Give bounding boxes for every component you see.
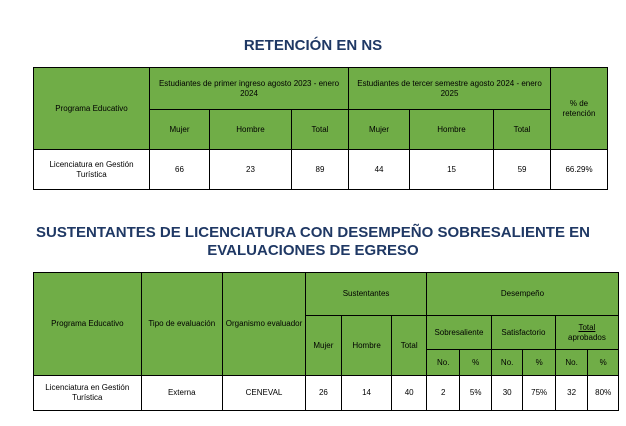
retention-title: RETENCIÓN EN NS bbox=[243, 37, 383, 54]
sub-header: Mujer bbox=[150, 110, 210, 150]
value-cell: 30 bbox=[491, 376, 522, 411]
total-label: Total bbox=[578, 322, 596, 332]
desempeno-header: Desempeño bbox=[426, 273, 618, 316]
retention-cell: 66.29% bbox=[551, 150, 608, 190]
no-header: No. bbox=[491, 350, 522, 376]
sub-header: Total bbox=[392, 316, 427, 376]
sub-header: Total bbox=[494, 110, 551, 150]
program-cell: Licenciatura en Gestión Turística bbox=[34, 150, 150, 190]
aprobados-label: aprobados bbox=[568, 332, 606, 342]
value-cell: 80% bbox=[588, 376, 619, 411]
no-header: No. bbox=[555, 350, 587, 376]
evaluation-type-header: Tipo de evaluación bbox=[141, 273, 222, 376]
no-header: No. bbox=[426, 350, 460, 376]
retention-pct-header: % de retención bbox=[551, 68, 608, 150]
value-cell: 5% bbox=[460, 376, 491, 411]
total-aprobados-header bbox=[555, 316, 618, 350]
first-ingress-header: Estudiantes de primer ingreso agosto 2023 - enero 2024 bbox=[150, 68, 349, 110]
program-cell: Licenciatura en Gestión Turística bbox=[34, 376, 142, 411]
program-header: Programa Educativo bbox=[34, 273, 142, 376]
value-cell: 44 bbox=[349, 150, 410, 190]
sub-header: Total bbox=[292, 110, 349, 150]
table-row bbox=[34, 376, 619, 411]
value-cell: 32 bbox=[555, 376, 587, 411]
satisfactorio-header: Satisfactorio bbox=[491, 316, 555, 350]
table-row bbox=[34, 150, 608, 190]
value-cell: 40 bbox=[392, 376, 427, 411]
third-semester-header: Estudiantes de tercer semestre agosto 2024 - enero 2025 bbox=[349, 68, 551, 110]
value-cell: 66 bbox=[150, 150, 210, 190]
outstanding-title-line2: EVALUACIONES DE EGRESO bbox=[207, 242, 419, 259]
value-cell: 2 bbox=[426, 376, 460, 411]
program-header: Programa Educativo bbox=[34, 68, 150, 150]
pct-header: % bbox=[460, 350, 491, 376]
sub-header: Hombre bbox=[410, 110, 494, 150]
value-cell: 26 bbox=[306, 376, 342, 411]
value-cell: 75% bbox=[523, 376, 555, 411]
org-cell: CENEVAL bbox=[222, 376, 305, 411]
sub-header: Mujer bbox=[349, 110, 410, 150]
sub-header: Mujer bbox=[306, 316, 342, 376]
pct-header: % bbox=[588, 350, 619, 376]
type-cell: Externa bbox=[141, 376, 222, 411]
value-cell: 14 bbox=[341, 376, 392, 411]
evaluator-header: Organismo evaluador bbox=[222, 273, 305, 376]
sub-header: Hombre bbox=[341, 316, 392, 376]
outstanding-title-line1: SUSTENTANTES DE LICENCIATURA CON DESEMPEÑO SOBRESALIENTE EN bbox=[36, 224, 590, 241]
pct-header: % bbox=[523, 350, 555, 376]
value-cell: 15 bbox=[410, 150, 494, 190]
sobresaliente-header: Sobresaliente bbox=[426, 316, 491, 350]
outstanding-table bbox=[33, 272, 619, 411]
value-cell: 59 bbox=[494, 150, 551, 190]
sub-header: Hombre bbox=[210, 110, 292, 150]
value-cell: 23 bbox=[210, 150, 292, 190]
sustentantes-header: Sustentantes bbox=[306, 273, 427, 316]
value-cell: 89 bbox=[292, 150, 349, 190]
retention-table bbox=[33, 67, 608, 190]
